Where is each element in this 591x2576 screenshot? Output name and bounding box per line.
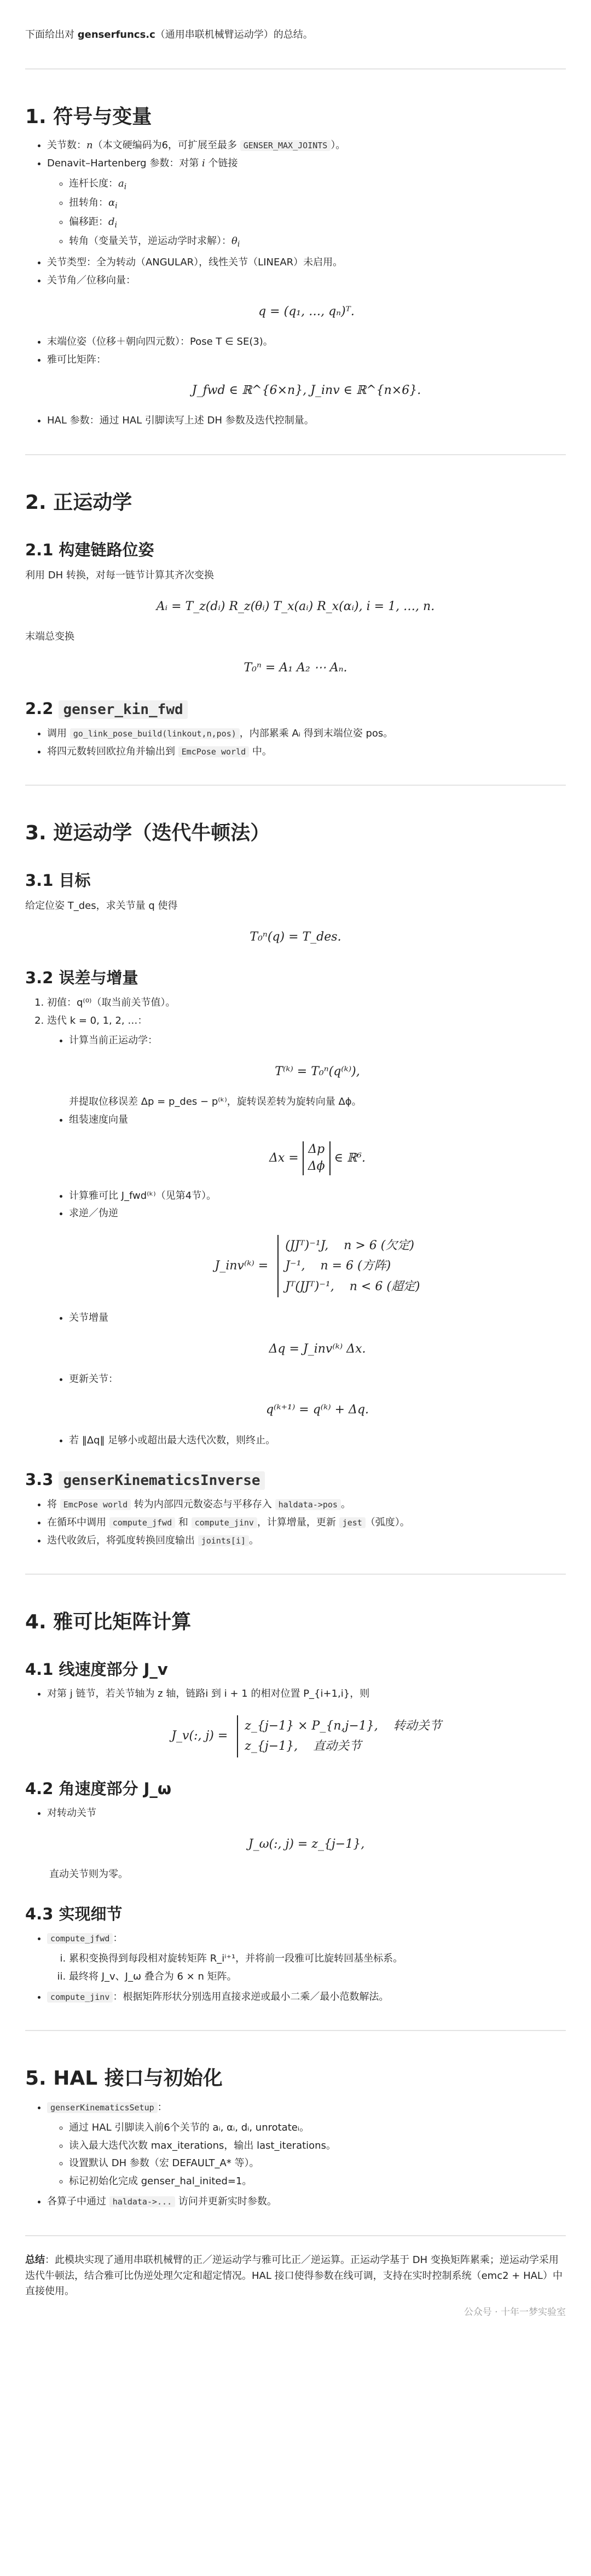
- list-item: • 组装速度向量 Δx = Δp Δϕ ∈ ℝ⁶.: [69, 1112, 566, 1175]
- list-item: i. 累积变换得到每段相对旋转矩阵 R_iⁱ⁺¹，并将前一段雅可比旋转回基坐标系。: [69, 1951, 566, 1967]
- equation: J_inv⁽ᵏ⁾ = (JJᵀ)⁻¹J, n > 6 (欠定) J⁻¹, n = 6 (方阵) Jᵀ(JJᵀ)⁻¹, n < 6 (超定): [69, 1235, 566, 1297]
- paragraph: 给定位姿 T_des，求关节量 q 使得: [25, 900, 178, 912]
- equation: Δq = J_inv⁽ᵏ⁾ Δx.: [269, 1342, 366, 1356]
- list-item: • 将四元数转回欧拉角并输出到 EmcPose world 中。: [47, 744, 566, 760]
- iteration-steps: [47, 1033, 566, 1448]
- subsection-title: 4.2 角速度部分 J_ω: [25, 1779, 172, 1798]
- list-item: 2. 迭代 k = 0, 1, 2, …： • 计算当前正运动学： T⁽ᵏ⁾ = T₀ⁿ(q⁽ᵏ⁾), 并提取位移误差 Δp = p_des − p⁽ᵏ⁾，旋转误差转为旋转向量 Δϕ。 • 组装速度向量 Δx = Δp Δϕ ∈ ℝ⁶. • 计算雅可比 J_fwd⁽ᵏ⁾（见第4节）。 • 求逆／伪逆 J_inv⁽ᵏ⁾ = (JJᵀ)⁻¹J, n > 6 (欠定) J⁻¹, n = 6 (方阵) Jᵀ(JJᵀ)⁻¹, n < 6 (超定) • 关节增量 Δq = J_inv⁽ᵏ⁾ Δx. • 更新关节： q⁽ᵏ⁺¹⁾ = q⁽ᵏ⁾ + Δq. • 若 ‖Δq‖ 足够小或超出最大迭代次数，则终止。: [47, 1013, 566, 1449]
- list-item: • 求逆／伪逆 J_inv⁽ᵏ⁾ = (JJᵀ)⁻¹J, n > 6 (欠定) J⁻¹, n = 6 (方阵) Jᵀ(JJᵀ)⁻¹, n < 6 (超定): [69, 1206, 566, 1297]
- section-4-title: 4. 雅可比矩阵计算: [25, 1611, 192, 1634]
- list-item: ◦ 读入最大迭代次数 max_iterations，输出 last_iterations。: [69, 2138, 566, 2154]
- list-item: • 计算雅可比 J_fwd⁽ᵏ⁾（见第4节）。: [69, 1188, 566, 1204]
- list-item: • 在循环中调用 compute_jfwd 和 compute_jinv ，计算增量，更新 jest （弧度）。: [47, 1515, 566, 1531]
- case-block: z_{j−1} × P_{n,j−1}, 转动关节 z_{j−1}, 直动关节: [237, 1715, 441, 1757]
- list-item: ◦ 设置默认 DH 参数（宏 DEFAULT_A* 等）。: [69, 2156, 566, 2172]
- section-4-list: [25, 1686, 566, 1757]
- list-item: • 末端位姿（位移＋朝向四元数）：Pose T ∈ SE(3)。: [47, 334, 566, 350]
- list-item: • 计算当前正运动学： T⁽ᵏ⁾ = T₀ⁿ(q⁽ᵏ⁾), 并提取位移误差 Δp = p_des − p⁽ᵏ⁾，旋转误差转为旋转向量 Δϕ。: [69, 1033, 566, 1110]
- list-item: • 更新关节： q⁽ᵏ⁺¹⁾ = q⁽ᵏ⁾ + Δq.: [69, 1372, 566, 1420]
- paragraph: 直动关节则为零。: [49, 1868, 128, 1880]
- section-3-list: [25, 1497, 566, 1548]
- equation: T₀ⁿ = A₁ A₂ ⋯ Aₙ.: [244, 661, 347, 675]
- section-2-title: 2. 正运动学: [25, 491, 132, 514]
- section-3-title: 3. 逆运动学（迭代牛顿法）: [25, 822, 270, 845]
- section-4b-list: [25, 1806, 566, 1854]
- code-inline: genser_kin_fwd: [59, 700, 187, 719]
- divider: [25, 454, 566, 455]
- section-1-list: [25, 138, 566, 429]
- case-block: (JJᵀ)⁻¹J, n > 6 (欠定) J⁻¹, n = 6 (方阵) Jᵀ(JJᵀ)⁻¹, n < 6 (超定): [277, 1235, 420, 1297]
- list-item: ii. 最终将 J_v、J_ω 叠合为 6 × n 矩阵。: [69, 1969, 566, 1985]
- equation: J_fwd ∈ ℝ^{6×n}, J_inv ∈ ℝ^{n×6}.: [192, 384, 421, 398]
- subsection-title: 2.2 genser_kin_fwd: [25, 696, 566, 722]
- list-item: • 关节类型：全为转动（ANGULAR），线性关节（LINEAR）未启用。: [47, 255, 566, 271]
- list-item: • 各算子中通过 haldata->... 访问并更新实时参数。: [47, 2194, 566, 2210]
- dh-sublist: [47, 176, 566, 251]
- list-item: • 对第 j 链节，若关节轴为 z 轴，链路i 到 i + 1 的相对位置 P_{i+1,i}，则 J_v(:, j) = z_{j−1} × P_{n,j−1}, 转动关节 z_{j−1}, 直动关节: [47, 1686, 566, 1757]
- divider: [25, 1574, 566, 1575]
- section-5-list: [25, 2100, 566, 2210]
- section-5-title: 5. HAL 接口与初始化: [25, 2067, 223, 2090]
- column-vector: Δp Δϕ: [303, 1141, 331, 1175]
- list-item: • 调用 go_link_pose_build(linkout,n,pos) ，内部累乘 Aᵢ 得到末端位姿 pos。: [47, 726, 566, 742]
- divider: [25, 2030, 566, 2031]
- section-2-list: [25, 726, 566, 760]
- list-item: • 关节数：n（本文硬编码为6，可扩展至最多 GENSER_MAX_JOINTS ）。: [47, 138, 566, 154]
- list-item: • compute_jfwd ： i. 累积变换得到每段相对旋转矩阵 R_iⁱ⁺¹，并将前一段雅可比旋转回基坐标系。 ii. 最终将 J_v、J_ω 叠合为 6 × n 矩阵。: [47, 1931, 566, 1985]
- code-inline: GENSER_MAX_JOINTS: [240, 140, 331, 151]
- paragraph: 末端总变换: [25, 631, 74, 643]
- list-item: • compute_jinv ：根据矩阵形状分别选用直接求逆或最小二乘／最小范数解法。: [47, 1989, 566, 2005]
- list-item: • 雅可比矩阵： J_fwd ∈ ℝ^{6×n}, J_inv ∈ ℝ^{n×6}.: [47, 352, 566, 401]
- list-item: 1. 初值：q⁽⁰⁾（取当前关节值）。: [47, 995, 566, 1011]
- section-4c-list: [25, 1931, 566, 2005]
- subsection-title: 2.1 构建链路位姿: [25, 540, 154, 559]
- list-item: • HAL 参数：通过 HAL 引脚读写上述 DH 参数及迭代控制量。: [47, 413, 566, 429]
- subsection-title: 4.1 线速度部分 J_v: [25, 1660, 168, 1679]
- list-item: • Denavit–Hartenberg 参数：对第 i 个链接 ◦ 连杆长度：$a_i$ ◦ 扭转角：$\alpha_i$ ◦ 偏移距：$d_i$ ◦ 转角（变量关节，逆运动学时求解）：$\theta_i$: [47, 156, 566, 251]
- section-1-title: 1. 符号与变量: [25, 105, 152, 128]
- list-item: ◦ 扭转角：$\alpha_i$: [69, 195, 566, 212]
- list-item: ◦ 标记初始化完成 genser_hal_inited=1。: [69, 2174, 566, 2190]
- list-item: • 对转动关节 J_ω(:, j) = z_{j−1},: [47, 1806, 566, 1854]
- list-item: • 若 ‖Δq‖ 足够小或超出最大迭代次数，则终止。: [69, 1433, 566, 1449]
- equation: J_v(:, j) = z_{j−1} × P_{n,j−1}, 转动关节 z_{j−1}, 直动关节: [47, 1715, 566, 1757]
- divider: [25, 785, 566, 786]
- watermark: 公众号 · 十年一梦实验室: [463, 2307, 566, 2318]
- list-item: ◦ 偏移距：$d_i$: [69, 214, 566, 231]
- equation: Δx = Δp Δϕ ∈ ℝ⁶.: [69, 1141, 566, 1175]
- subsection-title: 4.3 实现细节: [25, 1904, 123, 1923]
- divider: [25, 68, 566, 69]
- list-item: • genserKinematicsSetup ： ◦ 通过 HAL 引脚读入前6个关节的 aᵢ, αᵢ, dᵢ, unrotateᵢ。 ◦ 读入最大迭代次数 max_iterations，输出 last_iterations。 ◦ 设置默认 DH 参数（宏 DEFAULT_A* 等）。 ◦ 标记初始化完成 genser_hal_inited=1。: [47, 2100, 566, 2190]
- list-item: ◦ 连杆长度：$a_i$: [69, 176, 566, 193]
- intro-line: 下面给出对 genserfuncs.c（通用串联机械臂运动学）的总结。: [25, 29, 313, 40]
- iteration-list: [25, 995, 566, 1449]
- detail-sublist: [47, 1951, 566, 1985]
- equation: J_ω(:, j) = z_{j−1},: [248, 1837, 365, 1851]
- setup-sublist: [47, 2120, 566, 2190]
- subsection-title: 3.2 误差与增量: [25, 968, 138, 988]
- list-item: ◦ 转角（变量关节，逆运动学时求解）：$\theta_i$: [69, 234, 566, 251]
- equation: q = (q₁, …, qₙ)ᵀ.: [258, 304, 355, 318]
- code-inline: genserKinematicsInverse: [59, 1471, 264, 1490]
- equation: q⁽ᵏ⁺¹⁾ = q⁽ᵏ⁾ + Δq.: [265, 1403, 369, 1417]
- summary: 总结：此模块实现了通用串联机械臂的正／逆运动学与雅可比正／逆运算。正运动学基于 DH 变换矩阵累乘；逆运动学采用迭代牛顿法，结合雅可比伪逆处理欠定和超定情况。HAL 接口使得参数在线可调，支持在实时控制系统（emc2 + HAL）中直接使用。: [25, 2254, 563, 2297]
- divider: [25, 2235, 566, 2236]
- file-name: genserfuncs.c: [77, 29, 155, 40]
- subsection-title: 3.1 目标: [25, 871, 91, 890]
- list-item: ◦ 通过 HAL 引脚读入前6个关节的 aᵢ, αᵢ, dᵢ, unrotateᵢ。: [69, 2120, 566, 2136]
- equation: Aᵢ = T_z(dᵢ) R_z(θᵢ) T_x(aᵢ) R_x(αᵢ), i = 1, …, n.: [156, 600, 435, 614]
- equation: T₀ⁿ(q) = T_des.: [250, 930, 341, 944]
- list-item: • 迭代收敛后，将弧度转换回度输出 joints[i] 。: [47, 1533, 566, 1549]
- subsection-title: 3.3 genserKinematicsInverse: [25, 1467, 566, 1493]
- equation: T⁽ᵏ⁾ = T₀ⁿ(q⁽ᵏ⁾),: [275, 1065, 360, 1079]
- list-item: • 关节增量 Δq = J_inv⁽ᵏ⁾ Δx.: [69, 1310, 566, 1359]
- paragraph: 利用 DH 转换，对每一链节计算其齐次变换: [25, 570, 214, 582]
- list-item: • 关节角／位移向量： q = (q₁, …, qₙ)ᵀ.: [47, 273, 566, 321]
- list-item: • 将 EmcPose world 转为内部四元数姿态与平移存入 haldata->pos 。: [47, 1497, 566, 1513]
